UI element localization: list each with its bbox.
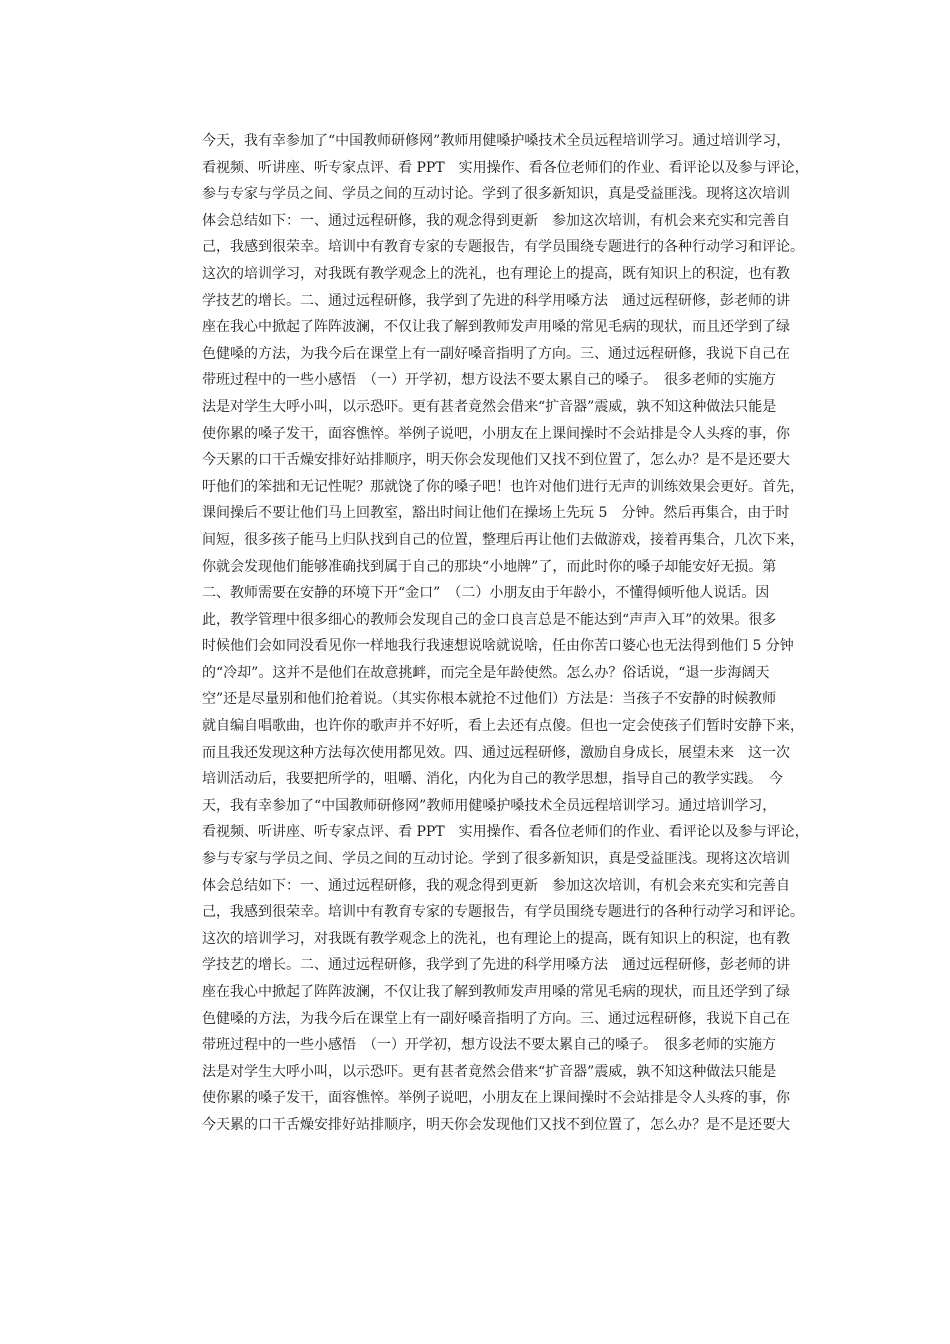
text-line: 参与专家与学员之间、学员之间的互动讨论。学到了很多新知识，真是受益匪浅。现将这次培训 [202, 186, 790, 203]
text-line: 法是对学生大呼小叫，以示恐吓。更有甚者竟然会借来“扩音器”震威，孰不知这种做法只能是 [202, 1063, 777, 1080]
text-line: 今天，我有幸参加了“中国教师研修网”教师用健嗓护嗓技术全员远程培训学习。通过培训学习， [202, 133, 791, 149]
text-line: 座在我心中掀起了阵阵波澜，不仅让我了解到教师发声用嗓的常见毛病的现状，而且还学到了绿 [202, 984, 790, 1000]
text-line: 使你累的嗓子发干，面容憔悴。举例子说吧，小朋友在上课间操时不会站排是令人头疼的事，你 [202, 425, 790, 442]
text-line: 课间操后不要让他们马上回教室，豁出时间让他们在操场上先玩 5 分钟。然后再集合，由于时 [202, 505, 790, 522]
text-line: 法是对学生大呼小叫，以示恐吓。更有甚者竟然会借来“扩音器”震威，孰不知这种做法只能是 [202, 398, 777, 415]
text-line: 己，我感到很荣幸。培训中有教育专家的专题报告，有学员围绕专题进行的各种行动学习和评论。 [202, 239, 804, 256]
body-text [202, 128, 842, 1139]
text-line: 学技艺的增长。二、通过远程研修，我学到了先进的科学用嗓方法 通过远程研修，彭老师的讲 [202, 957, 790, 974]
text-line: 间短，很多孩子能马上归队找到自己的位置，整理后再让他们去做游戏，接着再集合，几次下来， [202, 531, 804, 548]
text-line: 色健嗓的方法，为我今后在课堂上有一副好嗓音指明了方向。三、通过远程研修，我说下自己在 [202, 345, 790, 362]
text-line: 就自编自唱歌曲，也许你的歌声并不好听，看上去还有点傻。但也一定会使孩子们暂时安静下来， [202, 718, 804, 735]
text-line: 带班过程中的一些小感悟 （一）开学初，想方设法不要太累自己的嗓子。 很多老师的实施方 [202, 372, 776, 389]
text-line: 这次的培训学习，对我既有教学观念上的洗礼，也有理论上的提高，既有知识上的积淀，也有教 [202, 265, 790, 282]
text-line: 参与专家与学员之间、学员之间的互动讨论。学到了很多新知识，真是受益匪浅。现将这次培训 [202, 851, 790, 868]
text-line: 你就会发现他们能够准确找到属于自己的那块“小地牌”了，而此时你的嗓子却能安好无损。第 [202, 558, 777, 575]
text-line: 此，教学管理中很多细心的教师会发现自己的金口良言总是不能达到“声声入耳”的效果。很多 [202, 611, 777, 628]
text-line: 的“冷却”。这并不是他们在故意挑衅，而完全是年龄使然。怎么办？俗话说，“退一步海阔天 [202, 664, 770, 681]
text-line: 今天累的口干舌燥安排好站排顺序，明天你会发现他们又找不到位置了，怎么办？是不是还要大 [202, 452, 790, 469]
text-line: 体会总结如下：一、通过远程研修，我的观念得到更新 参加这次培训，有机会来充实和完善自 [202, 212, 790, 229]
text-line: 这次的培训学习，对我既有教学观念上的洗礼，也有理论上的提高，既有知识上的积淀，也有教 [202, 930, 790, 947]
text-line: 己，我感到很荣幸。培训中有教育专家的专题报告，有学员围绕专题进行的各种行动学习和评论。 [202, 904, 804, 921]
text-line: 使你累的嗓子发干，面容憔悴。举例子说吧，小朋友在上课间操时不会站排是令人头疼的事，你 [202, 1090, 790, 1107]
text-line: 时候他们会如同没看见你一样地我行我速想说啥就说啥，任由你苦口婆心也无法得到他们 5 分钟 [202, 638, 794, 655]
text-line: 天，我有幸参加了“中国教师研修网”教师用健嗓护嗓技术全员远程培训学习。通过培训学习， [202, 797, 777, 814]
text-line: 看视频、听讲座、听专家点评、看 PPT 实用操作、看各位老师们的作业、看评论以及参与评论， [202, 824, 809, 841]
text-line: 座在我心中掀起了阵阵波澜，不仅让我了解到教师发声用嗓的常见毛病的现状，而且还学到了绿 [202, 319, 790, 336]
text-line: 学技艺的增长。二、通过远程研修，我学到了先进的科学用嗓方法 通过远程研修，彭老师的讲 [202, 292, 790, 309]
text-line: 二、教师需要在安静的环境下开“金口” （二）小朋友由于年龄小，不懂得倾听他人说话。因 [202, 585, 770, 602]
text-line: 吁他们的笨拙和无记性呢？那就饶了你的嗓子吧！也许对他们进行无声的训练效果会更好。首先， [202, 478, 804, 495]
text-line: 带班过程中的一些小感悟 （一）开学初，想方设法不要太累自己的嗓子。 很多老师的实施方 [202, 1037, 776, 1054]
text-line: 体会总结如下：一、通过远程研修，我的观念得到更新 参加这次培训，有机会来充实和完善自 [202, 877, 790, 894]
text-line: 看视频、听讲座、听专家点评、看 PPT 实用操作、看各位老师们的作业、看评论以及参与评论， [202, 159, 809, 176]
text-line: 空”还是尽量别和他们抢着说。（其实你根本就抢不过他们）方法是：当孩子不安静的时候教师 [202, 691, 777, 708]
text-line: 色健嗓的方法，为我今后在课堂上有一副好嗓音指明了方向。三、通过远程研修，我说下自己在 [202, 1010, 790, 1027]
text-line: 今天累的口干舌燥安排好站排顺序，明天你会发现他们又找不到位置了，怎么办？是不是还要大 [202, 1116, 790, 1133]
text-line: 培训活动后，我要把所学的，咀嚼、消化，内化为自己的教学思想，指导自己的教学实践。 今 [202, 771, 783, 788]
text-line: 而且我还发现这种方法每次使用都见效。四、通过远程研修，激励自身成长，展望未来 这一次 [202, 744, 790, 761]
